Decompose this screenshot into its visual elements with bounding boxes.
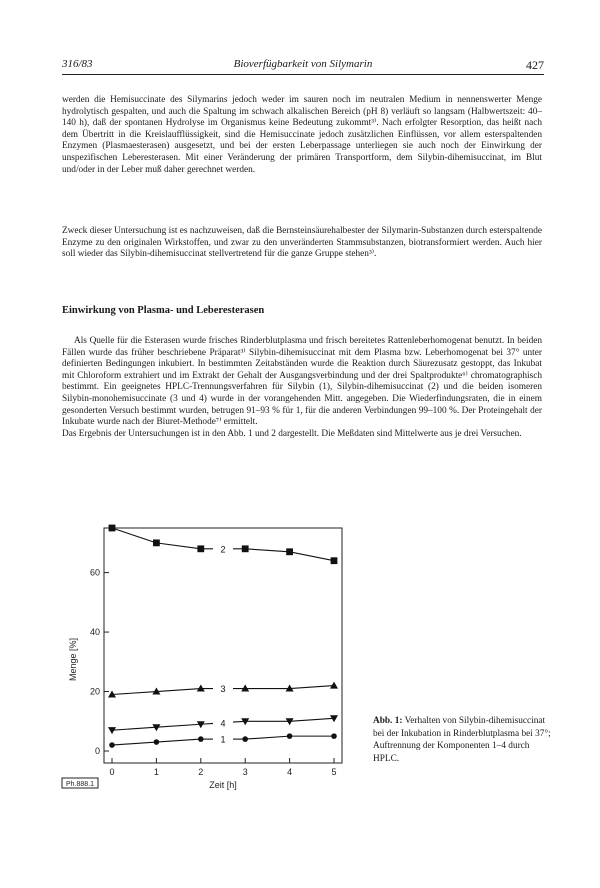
paragraph-text: Als Quelle für die Esterasen wurde frisches Rinderblutplasma und frisch bereitetes Rattenleberhomogenat benutzt. In beiden Fällen wurde das früher beschriebene Präparat³⁾ Silybin-dihemisuccinat mit dem Plasma bzw. Leberhomogenat bei 37° unter definierten Bedingungen inkubiert. In bestimmten Zeitabständen wurde die Reaktion durch Säurezusatz gestoppt, das Inkubat mit Chloroform extrahiert und im Extrakt der Gehalt der Ausgangsverbindung und der drei Spaltprodukte⁶⁾ chromatographisch bestimmt. Ein geeignetes HPLC-Trennungsverfahren für Silybin (1), Silybin-dihemisuccinat (2) und die beiden isomeren Silybin-monohemisuccinate (3 und 4) wurde in der vorangehenden Mitt. angegeben. Die Wiederfindungsraten, die in einem gesonderten Versuch bestimmt wurden, betrugen 91–93 % für 1, für die anderen Verbindungen 99–100 %. Der Proteingehalt der Inkubate wurde nach der Biuret-Methode⁷⁾ ermittelt. — [62, 336, 542, 428]
series-label: 3 — [220, 684, 226, 695]
data-point — [108, 727, 116, 734]
figure-caption — [373, 715, 553, 765]
y-axis-label: Menge [%] — [68, 637, 78, 682]
x-axis-label: Zeit [h] — [209, 780, 237, 790]
page-number: 427 — [526, 58, 544, 72]
series-line — [156, 739, 200, 742]
x-tick-label: 1 — [153, 767, 159, 777]
series-label: 1 — [220, 734, 226, 745]
data-point — [242, 545, 249, 552]
running-title: Bioverfügbarkeit von Silymarin — [233, 58, 373, 70]
paragraph-text: Zweck dieser Untersuchung ist es nachzuweisen, daß die Bernsteinsäurehalbester der Silymarin-Substanzen durch esterspaltende Enzyme zu den originalen Wirkstoffen, und zwar zu den unveränderten Stammsubstanzen, biotransformiert werden. Auch hier soll wieder das Silybin-dihemisuccinat stellvertretend für die ganze Gruppe stehen³⁾. — [62, 226, 542, 260]
y-tick-label: 0 — [94, 746, 100, 756]
data-point — [154, 739, 160, 745]
data-point — [330, 682, 338, 689]
series-label: 4 — [220, 718, 226, 729]
series-line — [290, 718, 334, 721]
series-line — [112, 528, 156, 543]
data-point — [286, 548, 293, 555]
data-point — [153, 539, 160, 546]
section-body — [62, 336, 542, 440]
data-point — [331, 557, 338, 564]
series-label: 2 — [220, 544, 226, 555]
x-tick-label: 5 — [331, 767, 337, 777]
data-point — [287, 733, 293, 739]
series-line — [156, 689, 200, 692]
data-point — [198, 736, 204, 742]
y-tick-label: 40 — [89, 627, 100, 638]
data-point — [242, 736, 248, 742]
caption-text: Verhalten von Silybin-dihemisuccinat bei der Inkubation in Rinderblutplasma bei 37°; Auftrennung der Komponenten 1–4 durch HPLC. — [373, 716, 551, 764]
y-tick-label: 20 — [89, 686, 100, 697]
series-line — [112, 727, 156, 730]
series-line — [290, 686, 334, 689]
y-tick-label: 60 — [89, 567, 100, 578]
data-point — [331, 733, 337, 739]
series-line — [112, 742, 156, 745]
series-line — [290, 552, 334, 561]
body-paragraph — [62, 226, 542, 261]
x-tick-label: 0 — [109, 767, 115, 777]
series-line — [156, 724, 200, 727]
section-heading: Einwirkung von Plasma- und Leberesterasen — [62, 305, 265, 316]
data-point — [109, 525, 116, 532]
figure-chart — [52, 518, 362, 813]
chart-svg — [52, 518, 362, 808]
series-line — [112, 692, 156, 695]
series-line — [156, 543, 200, 549]
paragraph-text: Das Ergebnis der Untersuchungen ist in den Abb. 1 und 2 dargestellt. Die Meßdaten sind Mittelwerte aus je drei Versuchen. — [62, 428, 522, 439]
journal-issue: 316/83 — [62, 58, 93, 70]
paragraph-text: werden die Hemisuccinate des Silymarins jedoch weder im sauren noch im neutralen Medium in nennenswerter Menge hydrolytisch gespalten, und auch die Spaltung im schwach alkalischen Bereich (pH 8) verläuft so langsam (Halbwertszeit: 40–140 h), daß der spontanen Hydrolyse im Organismus keine Bedeutung zukommt³⁾. Nach erfolgter Resorption, das heißt nach dem Übertritt in die Kreislaufflüssigkeit, sind die Hemisuccinate jedoch zusätzlichen Einflüssen, vor allem esterspaltenden Enzymen (Plasmaesterasen) ausgesetzt, und bei der ersten Leberpassage unterliegen sie auch noch der Einwirkung der unspezifischen Leberesterasen. Mit einer Veränderung der primären Transportform, dem Silybin-dihemisuccinat, im Blut und/oder in der Leber muß daher gerechnet werden. — [62, 95, 542, 175]
data-point — [109, 742, 115, 748]
x-tick-label: 2 — [198, 767, 204, 777]
data-point — [197, 545, 204, 552]
caption-label: Abb. 1: — [373, 716, 403, 726]
series-line — [245, 549, 289, 552]
x-tick-label: 3 — [242, 767, 248, 777]
figure-badge: Ph.888.1 — [65, 781, 95, 788]
running-header — [62, 58, 544, 75]
series-line — [245, 736, 289, 739]
x-tick-label: 4 — [287, 767, 293, 777]
body-paragraph — [62, 95, 542, 176]
